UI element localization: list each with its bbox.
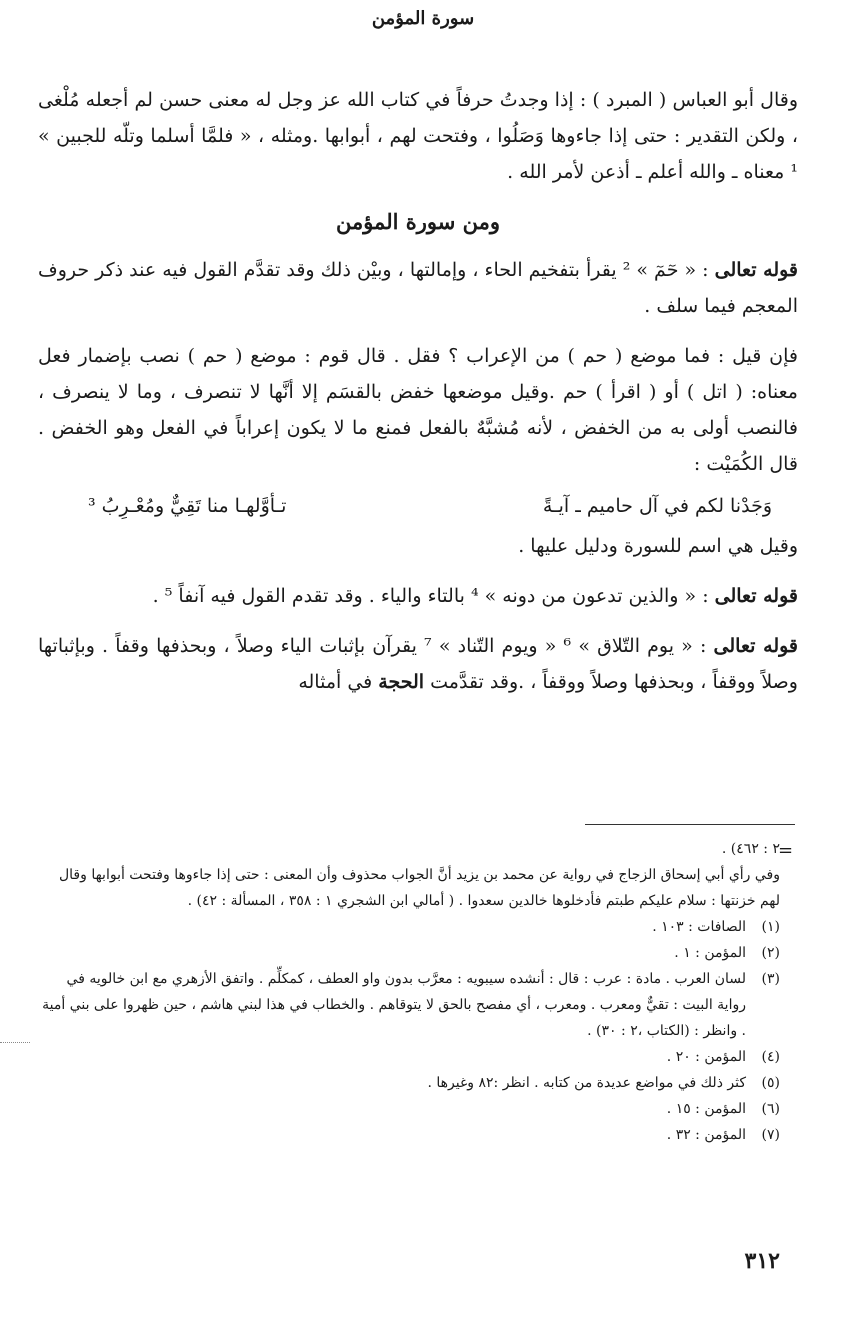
footnote-item	[40, 1096, 780, 1122]
page-number: ٣١٢	[744, 1248, 780, 1274]
footnote-text: المؤمن : ١٥ .	[666, 1101, 746, 1117]
footnote-number: (١)	[761, 919, 780, 935]
footnote-number: (٥)	[761, 1075, 780, 1091]
footnote-text: كثر ذلك في مواضع عديدة من كتابه . انظر :٨٢ وغيرها .	[427, 1075, 746, 1091]
footnotes	[40, 836, 780, 1148]
footnote-number: (٦)	[761, 1101, 780, 1117]
keyword-label: قوله تعالى	[714, 585, 798, 607]
footnote-continuation-ref: ٢ : ٤٦٢) .	[721, 841, 780, 857]
verse-second-hemistich: تـأوَّلهـا منا تَقِيٌّ ومُعْـرِبُ ³	[88, 495, 287, 517]
footnote-item	[40, 914, 780, 940]
footnote-item	[40, 1044, 780, 1070]
footnote-number: (٣)	[761, 971, 780, 987]
footnote-item	[40, 1070, 780, 1096]
poetry-verse	[38, 488, 798, 524]
footnote-number: (٢)	[761, 945, 780, 961]
main-text	[38, 82, 798, 700]
running-header: سورة المؤمن	[371, 8, 475, 29]
footnote-item	[40, 966, 780, 1044]
paragraph-1	[38, 252, 798, 324]
continuation-mark: =	[778, 840, 794, 861]
footnote-item	[40, 1122, 780, 1148]
verse-first-hemistich: وَجَدْنا لكم في آل حاميم ـ آيـةً	[542, 495, 772, 517]
section-title: ومن سورة المؤمن	[335, 209, 501, 234]
keyword-label: قوله تعالى	[714, 259, 799, 281]
footnote-text: المؤمن : ٣٢ .	[666, 1127, 746, 1143]
paragraph-4	[38, 578, 798, 614]
footnote-separator	[585, 824, 795, 825]
keyword-label: قوله تعالى	[713, 635, 799, 657]
paragraph-text: : « يوم التّلاق » ⁶ « ويوم التّناد » ⁷ يقرآن بإثبات الياء وصلاً ، وبحذفها وقفاً . وبإثباتها وصلاً ووقفاً ، وبحذفها وصلاً ووقفاً ، .وقد تقدَّمت	[38, 635, 798, 693]
paragraph-5	[38, 628, 798, 700]
bold-term: الحجة	[378, 671, 425, 693]
paragraph-text-end: في أمثاله	[298, 671, 373, 693]
intro-paragraph: وقال أبو العباس ( المبرد ) : إذا وجدتُ حرفاً في كتاب الله عز وجل له معنى حسن لم أجعله مُلْغى ، ولكن التقدير : حتى إذا جاءوها وَصَلُوا ، وفتحت لهم ، أبوابها .ومثله ، « فلمَّا أسلما وتلّه للجبين » ¹ معناه ـ والله أعلم ـ أذعن لأمر الله .	[38, 89, 798, 183]
paragraph-3: وقيل هي اسم للسورة ودليل عليها .	[518, 535, 798, 557]
footnote-item	[40, 940, 780, 966]
paragraph-2: فإن قيل : فما موضع ( حم ) من الإعراب ؟ فقل . قال قوم : موضع ( حم ) نصب بإضمار فعل معناه: ( اتل ) أو ( اقرأ ) حم .وقيل موضعها خفض بالقسَم إلا أنَّها لا تنصرف ، وما لا ينصرف ، فالنصب أولى به من الخفض ، لأنه مُشبَّهٌ بالفعل فمنع ما لا يكون إعراباً في الفعل وهو الخفض . قال الكُمَيْت :	[38, 345, 798, 475]
margin-dots	[0, 1042, 30, 1043]
footnote-continuation-text: وفي رأي أبي إسحاق الزجاج في رواية عن محمد بن يزيد أنَّ الجواب محذوف وأن المعنى : حتى إذا جاءوها وفتحت أبوابها وقال لهم خزنتها : سلام عليكم طبتم فأدخلوها خالدين سعدوا . ( أمالي ابن الشجري ١ : ٣٥٨ ، المسألة : ٤٢) .	[58, 867, 780, 909]
footnote-number: (٧)	[761, 1127, 780, 1143]
footnote-text: المؤمن : ١ .	[674, 945, 746, 961]
footnote-text: الصافات : ١٠٣ .	[652, 919, 746, 935]
footnote-text: المؤمن : ٢٠ .	[666, 1049, 746, 1065]
paragraph-text: : « حٓمٓ » ² يقرأ بتفخيم الحاء ، وإمالتها ، وبيْن ذلك وقد تقدَّم القول فيه عند ذكر حروف المعجم فيما سلف .	[38, 259, 798, 317]
footnote-text: لسان العرب . مادة : عرب : قال : أنشده سيبويه : معرَّب بدون واو العطف ، كمكلِّم . واتفق الأزهري مع ابن خالويه في رواية البيت : تقيٌّ ومعرب . ومعرب ، أي مفصح بالحق لا يتوقاهم . والخطاب في هذا لبني هاشم ، حين ظهروا على بني أمية . وانظر : (الكتاب ،٢ : ٣٠) .	[42, 971, 746, 1039]
footnote-number: (٤)	[761, 1049, 780, 1065]
paragraph-text: : « والذين تدعون من دونه » ⁴ بالتاء والياء . وقد تقدم القول فيه آنفاً ⁵ .	[152, 585, 709, 607]
